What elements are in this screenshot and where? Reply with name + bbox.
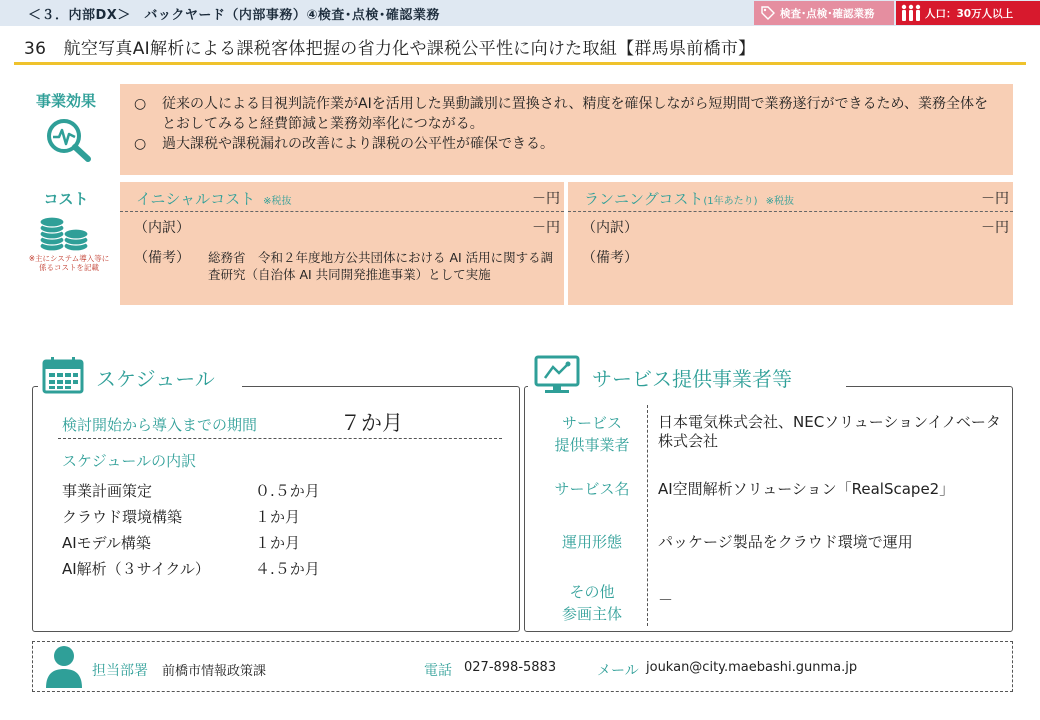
running-breakdown-label: （内訳） xyxy=(582,220,638,236)
initial-cost-amount: －円 xyxy=(532,191,560,207)
effect-text: 従来の人による目視判読作業がAIを活用した異動識別に置換され、精度を確保しながら短期間で業務遂行ができるため、業務全体をとおしてみると経費節減と業務効率化につながる。 xyxy=(162,96,988,132)
population-tag xyxy=(896,1,1040,25)
schedule-item-name: AIモデル構築 xyxy=(62,534,151,552)
running-cost-tax: ※税抜 xyxy=(765,196,794,207)
effect-item xyxy=(134,94,999,134)
period-label: 検討開始から導入までの期間 xyxy=(62,416,258,434)
schedule-breakdown-title: スケジュールの内訳 xyxy=(62,452,197,470)
other-value: － xyxy=(658,591,674,609)
running-breakdown-amount: －円 xyxy=(981,220,1009,236)
schedule-item-name: 事業計画策定 xyxy=(62,482,153,500)
people-icon xyxy=(900,4,922,22)
initial-breakdown-label: （内訳） xyxy=(134,220,190,236)
provider-label xyxy=(540,412,644,456)
service-name-value: AI空間解析ソリューション「RealScape2」 xyxy=(658,480,955,498)
dept-label: 担当部署 xyxy=(92,663,148,679)
dept-value: 前橋市情報政策課 xyxy=(162,664,267,679)
bullet-mark: ○ xyxy=(134,96,147,112)
vendor-divider xyxy=(647,405,648,626)
running-cost-box xyxy=(568,182,1013,305)
initial-cost-title: イニシャルコスト xyxy=(136,190,256,208)
running-remark-label: （備考） xyxy=(582,250,638,266)
bullet-mark: ○ xyxy=(134,136,147,152)
provider-value: 日本電気株式会社、NECソリューションイノベータ株式会社 xyxy=(658,413,1001,450)
initial-cost-header xyxy=(120,182,564,212)
tel-label: 電話 xyxy=(424,663,452,679)
operation-label: 運用形態 xyxy=(561,533,622,551)
title-divider xyxy=(14,62,1026,65)
cost-note: ※主にシステム導入等に係るコストを記載 xyxy=(28,254,110,273)
schedule-item-value: １か月 xyxy=(255,508,301,526)
initial-remark-label: （備考） xyxy=(134,250,190,266)
population-tag-label: 人口：30万人以上 xyxy=(925,7,1014,20)
magnifier-chart-icon xyxy=(44,116,92,162)
period-divider xyxy=(58,438,502,439)
running-cost-title: ランニングコスト xyxy=(584,190,704,208)
mail-label: メール xyxy=(597,663,639,679)
tel-value: 027-898-5883 xyxy=(464,660,557,675)
effect-box xyxy=(120,84,1013,175)
monitor-icon xyxy=(534,355,580,395)
initial-remark-text: 総務省 令和２年度地方公共団体における AI 活用に関する調査研究（自治体 AI 共同開発推進事業）として実施 xyxy=(208,250,554,282)
effect-label: 事業効果 xyxy=(35,92,96,110)
schedule-item-name: クラウド環境構築 xyxy=(62,508,183,526)
effect-item xyxy=(134,134,999,154)
category-tag-label: 検査･点検･確認業務 xyxy=(780,7,875,20)
schedule-title: スケジュール xyxy=(96,367,215,391)
period-value: ７か月 xyxy=(340,411,403,435)
provider-label-line2: 提供事業者 xyxy=(554,436,630,454)
vendor-title: サービス提供事業者等 xyxy=(592,367,792,391)
tag-icon xyxy=(760,5,776,21)
breadcrumb: ＜３．内部DX＞ バックヤード（内部事務）④検査･点検･確認業務 xyxy=(28,8,440,23)
other-label-line1: その他 xyxy=(569,583,615,601)
running-cost-sub: (1年あたり) xyxy=(703,196,758,207)
initial-cost-tax: ※税抜 xyxy=(263,196,292,207)
schedule-item-value: １か月 xyxy=(255,534,301,552)
schedule-item-value: ０.５か月 xyxy=(255,482,320,500)
other-label xyxy=(540,581,644,625)
page-title: 36 航空写真AI解析による課税客体把握の省力化や課税公平性に向けた取組【群馬県前橋市】 xyxy=(24,39,756,59)
running-cost-amount: －円 xyxy=(981,191,1009,207)
provider-label-line1: サービス xyxy=(561,414,622,432)
calendar-icon xyxy=(42,356,84,394)
initial-breakdown-amount: －円 xyxy=(532,220,560,236)
coins-icon xyxy=(38,212,92,252)
category-tag xyxy=(754,1,894,25)
other-label-line2: 参画主体 xyxy=(561,605,622,623)
service-name-label: サービス名 xyxy=(554,480,630,498)
mail-value[interactable]: joukan@city.maebashi.gunma.jp xyxy=(646,660,858,675)
effect-text: 過大課税や課税漏れの改善により課税の公平性が確保できる。 xyxy=(162,136,554,152)
initial-cost-box xyxy=(120,182,564,305)
running-cost-header xyxy=(568,182,1013,212)
cost-label: コスト xyxy=(43,190,89,208)
schedule-item-name: AI解析（３サイクル） xyxy=(62,560,210,578)
person-icon xyxy=(44,645,84,689)
operation-value: パッケージ製品をクラウド環境で運用 xyxy=(658,533,913,551)
schedule-item-value: ４.５か月 xyxy=(255,560,320,578)
